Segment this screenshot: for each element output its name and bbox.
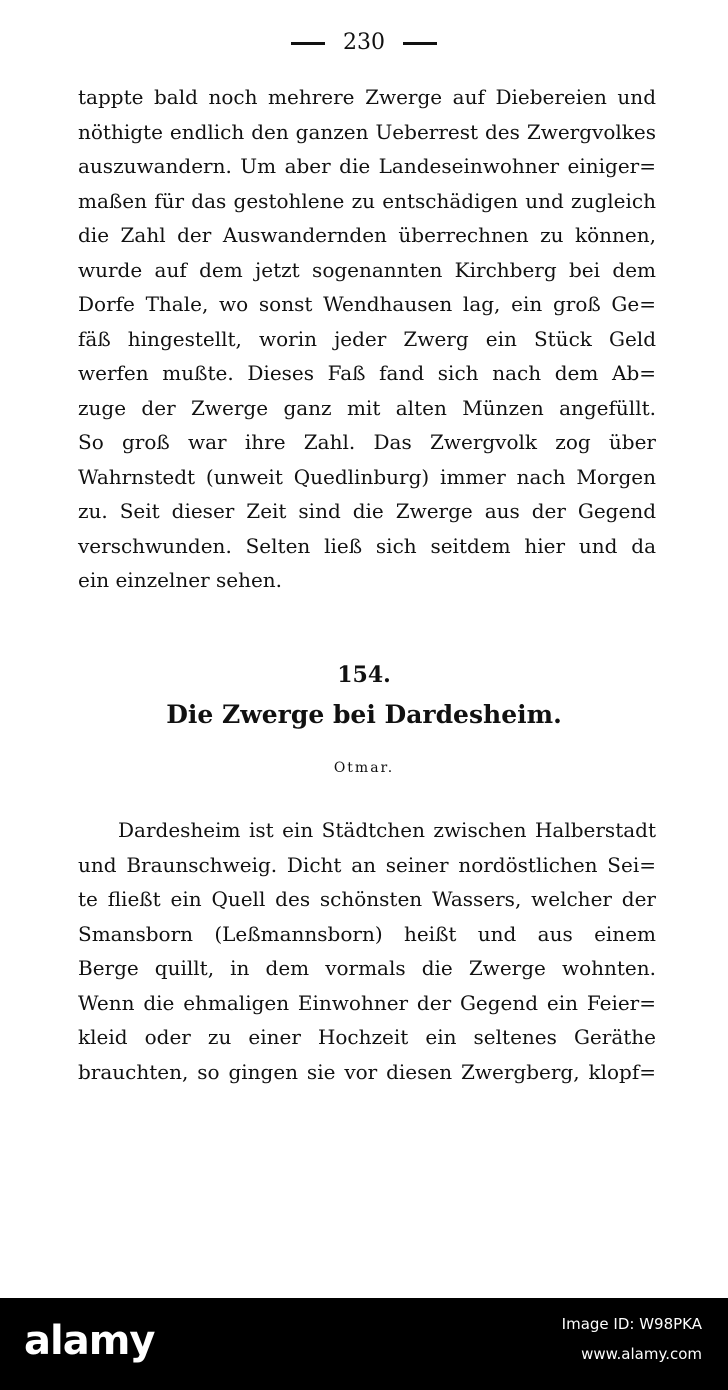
text-line: fäß hingestellt, worin jeder Zwerg ein Stück Geld [78,326,656,351]
text-line: auszuwandern. Um aber die Landeseinwohner einiger= [78,154,656,178]
text-line: te fließt ein Quell des schönsten Wassers, welcher der [78,887,656,911]
text-line: zu. Seit dieser Zeit sind die Zwerge aus der Gegend [78,499,656,523]
text-line: Smansborn (Leßmannsborn) heißt und aus einem [78,921,656,946]
text-line: Wahrnstedt (unweit Quedlinburg) immer nach Morgen [78,464,656,489]
text-line: werfen mußte. Dieses Faß fand sich nach dem Ab= [78,361,656,385]
header-dash-left [291,42,325,45]
watermark-logo: alamy [24,1318,155,1364]
text-line: maßen für das gestohlene zu entschädigen und zugleich [78,188,656,213]
text-line: kleid oder zu einer Hochzeit ein seltenes Geräthe [78,1025,656,1049]
text-line: und Braunschweig. Dicht an seiner nordöstlichen Sei= [78,852,656,877]
page-header [0,30,728,55]
section-author: Otmar. [333,760,395,776]
watermark-bar [0,1298,728,1390]
paragraph-new [78,813,656,1089]
text-line: zuge der Zwerge ganz mit alten Münzen angefüllt. [78,395,656,420]
page-number: 230 [343,30,385,55]
text-line: die Zahl der Auswandernden überrechnen zu können, [78,223,656,247]
paragraph-continued [78,80,656,598]
text-line: verschwunden. Selten ließ sich seitdem hier und da [78,533,656,558]
text-line: Wenn die ehmaligen Einwohner der Gegend ein Feier= [78,990,656,1015]
text-line: So groß war ihre Zahl. Das Zwergvolk zog über [78,430,656,454]
text-line: Dardesheim ist ein Städtchen zwischen Halberstadt [118,818,656,842]
text-line: nöthigte endlich den ganzen Ueberrest des Zwergvolkes [78,119,656,144]
text-line: Dorfe Thale, wo sonst Wendhausen lag, ein groß Ge= [78,292,656,316]
text-line: tappte bald noch mehrere Zwerge auf Diebereien und [78,85,656,109]
watermark-image-id: Image ID: W98PKA [561,1315,702,1333]
section-title: Die Zwerge bei Dardesheim. [166,700,562,729]
text-line: wurde auf dem jetzt sogenannten Kirchberg bei dem [78,257,656,282]
section-number: 154. [337,662,391,688]
text-line: ein einzelner sehen. [78,568,283,592]
header-dash-right [403,42,437,45]
text-line: Berge quillt, in dem vormals die Zwerge wohnten. [78,956,656,980]
watermark-url: www.alamy.com [581,1345,702,1363]
text-line: brauchten, so gingen sie vor diesen Zwergberg, klopf= [78,1059,656,1084]
